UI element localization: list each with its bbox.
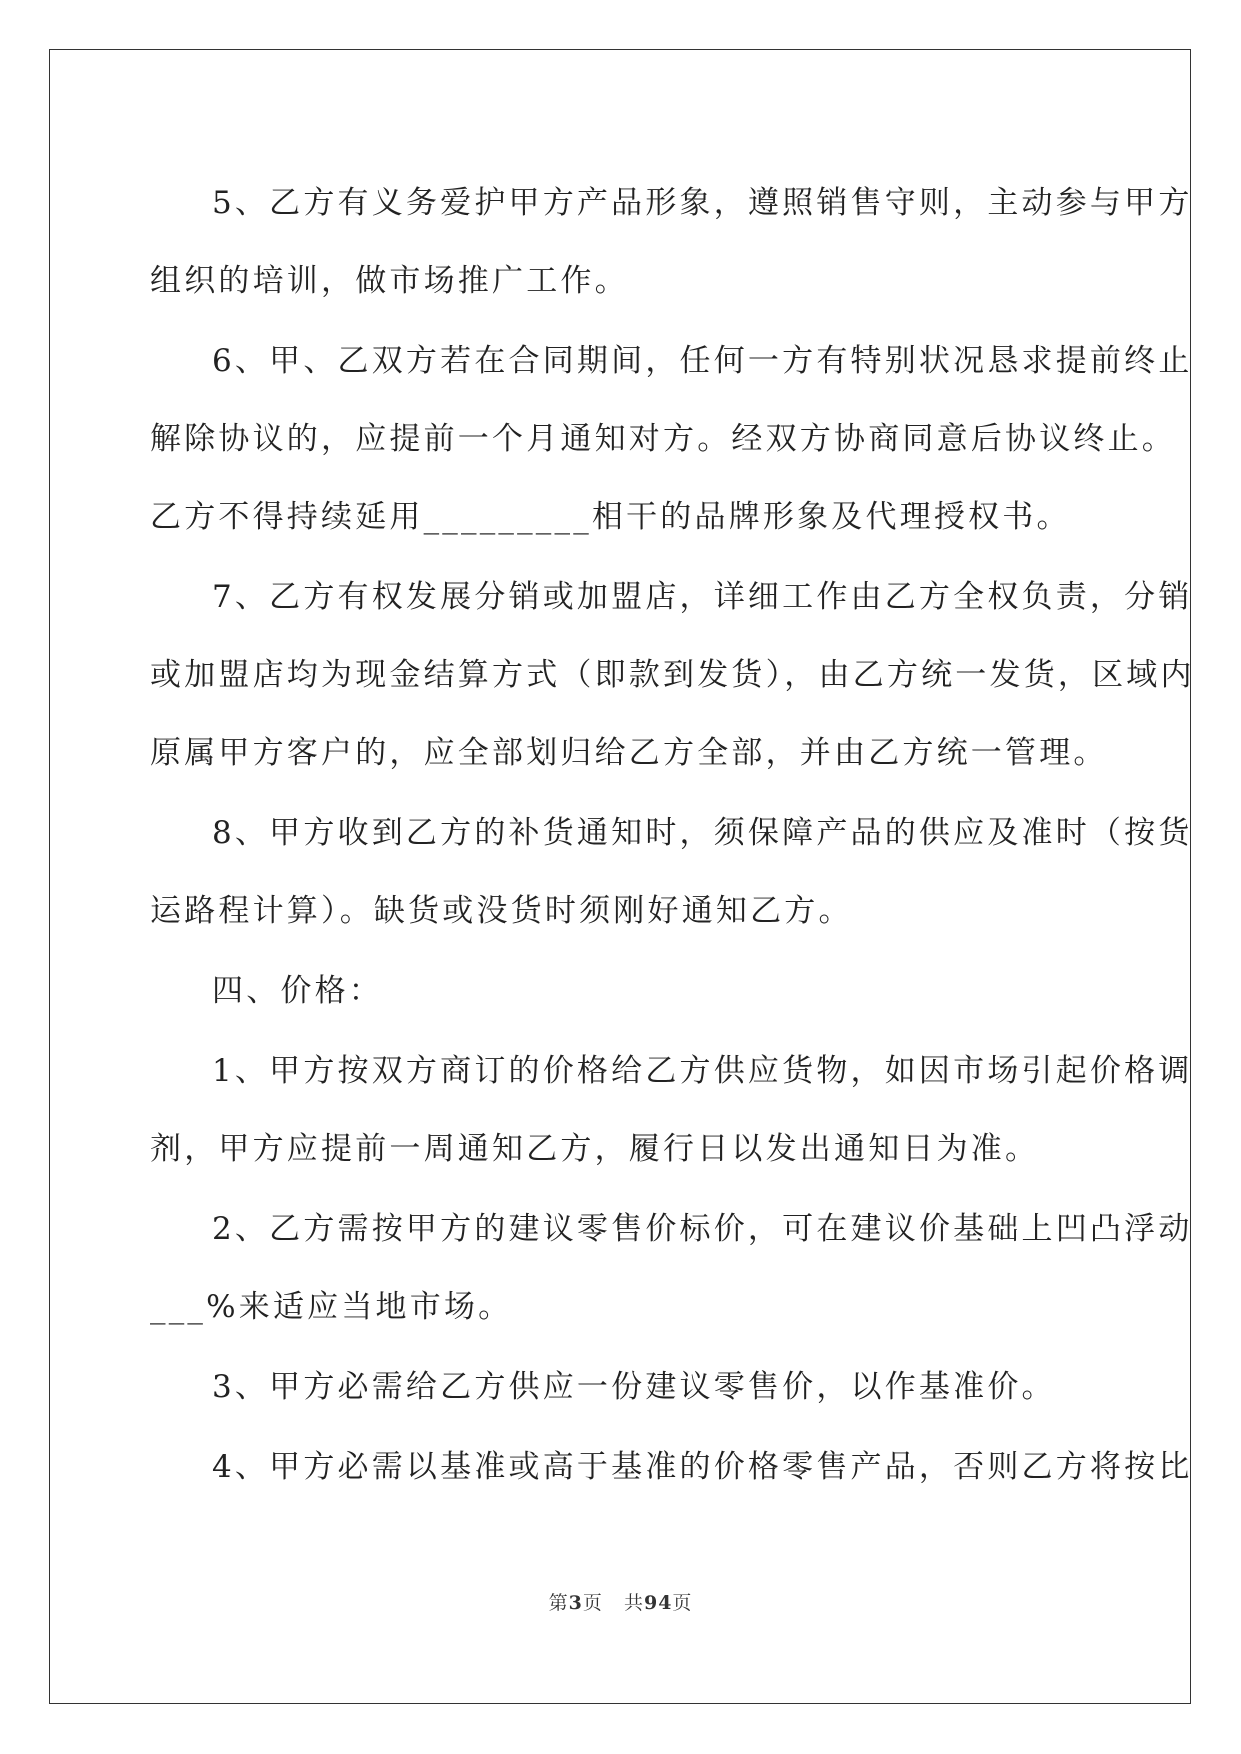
section-heading: 四、价格： <box>212 973 383 1009</box>
paragraph-price-1 <box>150 1032 1193 1188</box>
paragraph-line: 2、乙方需按甲方的建议零售价标价，可在建议价基础上凹凸浮动 <box>212 1211 1193 1247</box>
paragraph-line: 解除协议的，应提前一个月通知对方。经双方协商同意后协议终止。 <box>150 421 1176 457</box>
paragraph-line: 5、乙方有义务爱护甲方产品形象，遵照销售守则，主动参与甲方 <box>212 185 1193 221</box>
total-pages: 94 <box>643 1592 673 1614</box>
paragraph-clause-8 <box>150 794 1193 950</box>
paragraph-line: 组织的培训，做市场推广工作。 <box>150 263 629 299</box>
paragraph-line: 或加盟店均为现金结算方式（即款到发货），由乙方统一发货，区域内 <box>150 657 1195 693</box>
document-body <box>150 164 1195 1508</box>
paragraph-clause-7 <box>150 558 1195 792</box>
paragraph-line: 剂，甲方应提前一周通知乙方，履行日以发出通知日为准。 <box>150 1131 1040 1167</box>
paragraph-line: 运路程计算）。缺货或没货时须刚好通知乙方。 <box>150 893 853 929</box>
paragraph-price-4 <box>150 1428 1193 1506</box>
footer-prefix: 第 <box>548 1592 569 1614</box>
footer-total-prefix: 共 <box>623 1592 644 1614</box>
footer-page-suffix: 页 <box>582 1592 603 1614</box>
footer-total-suffix: 页 <box>672 1592 693 1614</box>
paragraph-line: 6、甲、乙双方若在合同期间，任何一方有特别状况恳求提前终止 <box>212 343 1193 379</box>
page-footer <box>0 1588 1241 1615</box>
paragraph-price-3 <box>150 1348 1084 1426</box>
paragraph-line: 3、甲方必需给乙方供应一份建议零售价，以作基准价。 <box>212 1369 1056 1405</box>
paragraph-line: 8、甲方收到乙方的补货通知时，须保障产品的供应及准时（按货 <box>212 815 1193 851</box>
paragraph-line: 7、乙方有权发展分销或加盟店，详细工作由乙方全权负责，分销 <box>212 579 1193 615</box>
page-number: 3 <box>568 1592 583 1614</box>
paragraph-line: 原属甲方客户的，应全部划归给乙方全部，并由乙方统一管理。 <box>150 735 1108 771</box>
section-heading-price <box>150 952 1084 1030</box>
paragraph-clause-5 <box>150 164 1193 320</box>
paragraph-price-2 <box>150 1190 1193 1346</box>
paragraph-line: ___%来适应当地市场。 <box>150 1289 513 1325</box>
paragraph-clause-6 <box>150 322 1193 556</box>
paragraph-line: 乙方不得持续延用_________相干的品牌形象及代理授权书。 <box>150 499 1071 535</box>
paragraph-line: 4、甲方必需以基准或高于基准的价格零售产品，否则乙方将按比 <box>212 1449 1193 1485</box>
paragraph-line: 1、甲方按双方商订的价格给乙方供应货物，如因市场引起价格调 <box>212 1053 1193 1089</box>
